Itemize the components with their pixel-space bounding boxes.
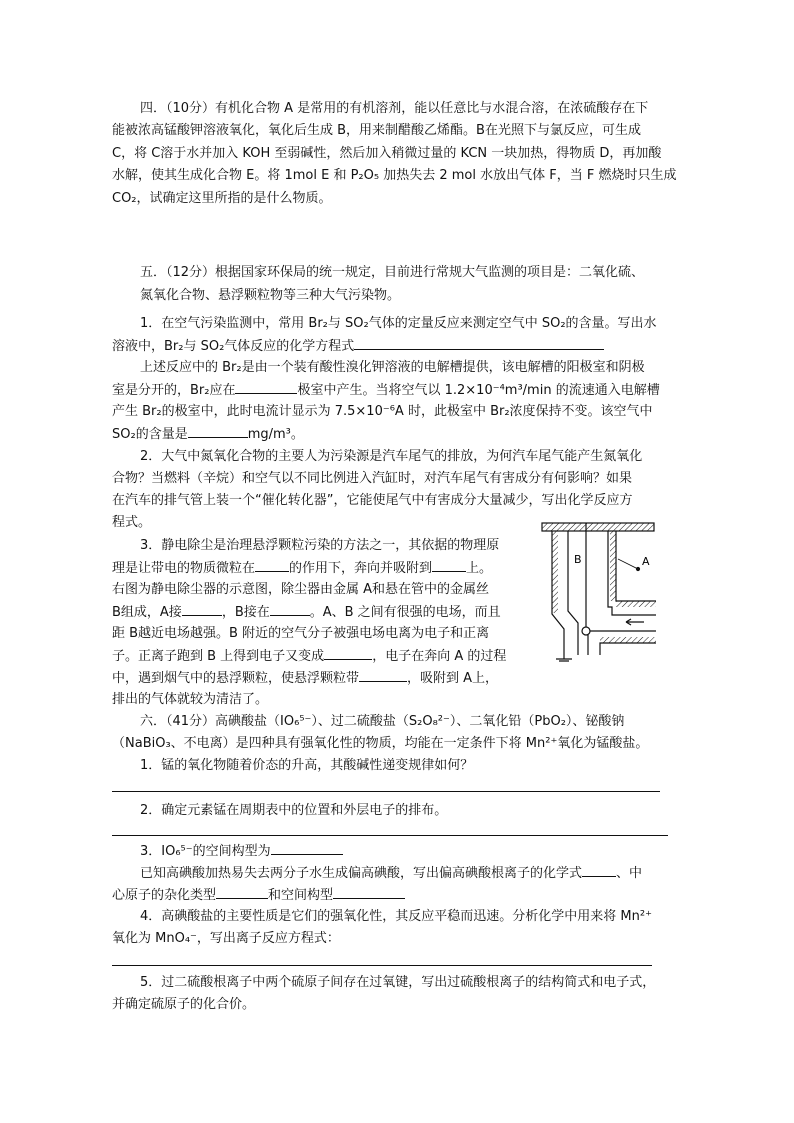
q5-p1-line-4 xyxy=(112,379,684,403)
q6-heading xyxy=(112,711,684,734)
answer-blank-electrode[interactable] xyxy=(235,379,297,394)
q5-p3-line-7-a: 中，遇到烟气中的悬浮颗粒，使悬浮颗粒带 xyxy=(112,671,360,686)
q4-line-1: 有机化合物 A 是常用的有机溶剂，能以任意比与水混合溶，在浓硫酸存在下 xyxy=(215,101,649,116)
q5-p2-line-4: 程式。 xyxy=(112,515,152,530)
q5-p3-line-8: 排出的气体就较为清洁了。 xyxy=(112,692,269,707)
q5-p3-line-6-a: 子。正离子跑到 B 上得到电子又变成 xyxy=(112,649,325,664)
q5-p1-line-6 xyxy=(112,423,684,447)
q5-p3-line-2 xyxy=(112,557,532,581)
q5-p2-line-3: 在汽车的排气管上装一个“催化转化器”，它能使尾气中有害成分大量减少，写出化学反应方 xyxy=(112,493,633,508)
q5-p3-line-4-c: 。A、B 之间有很强的电场，而且 xyxy=(309,605,501,620)
q5-p1-line-1: 1．在空气污染监测中，常用 Br₂与 SO₂气体的定量反应来测定空气中 SO₂的含量。写出水 xyxy=(140,316,657,331)
q4-paragraph xyxy=(112,98,684,121)
answer-blank-hybridization[interactable] xyxy=(216,884,268,899)
q6-p5-line-2: 并确定硫原子的化合价。 xyxy=(112,997,256,1012)
q5-p2-line-2: 合物？当燃料（辛烷）和空气以不同比例进入汽缸时，对汽车尾气有害成分有何影响？如果 xyxy=(112,471,633,486)
q6-p2: 2．确定元素锰在周期表中的位置和外层电子的排布。 xyxy=(140,803,448,818)
q5-p3-line-7 xyxy=(112,667,532,691)
wire-weight xyxy=(582,627,590,635)
answer-blank-periodate-formula[interactable] xyxy=(582,862,616,877)
q4-line-4: 水解，使其生成化合物 E。将 1mol E 和 P₂O₅ 加热失去 2 mol 水放出气体 F，当 F 燃烧时只生成 xyxy=(112,168,677,183)
q6-p3-line-3-a: 心原子的杂化类型 xyxy=(112,888,217,903)
q5-p3-line-2-a: 理是让带电的物质微粒在 xyxy=(112,561,256,576)
q5-p3-line-3: 右图为静电除尘器的示意图，除尘器由金属 A和悬在管中的金属丝 xyxy=(112,582,490,597)
q5-title: 五．（12分） xyxy=(140,265,216,280)
answer-blank-force[interactable] xyxy=(255,557,289,572)
q5-p1-line-4-b: 极室中产生。当将空气以 1.2×10⁻⁴m³/min 的流速通入电解槽 xyxy=(297,383,660,398)
label-a: A xyxy=(642,555,650,568)
q5-p3-line-4-b: ，B接在 xyxy=(221,605,270,620)
q5-p3-line-4 xyxy=(112,601,532,625)
top-plate xyxy=(542,523,654,531)
q4-line-3: C，将 C溶于水并加入 KOH 至弱碱性，然后加入稍微过量的 KCN 一块加热，得物质 D，再加酸 xyxy=(112,146,662,161)
q6-p3-line-3-b: 和空间构型 xyxy=(268,888,334,903)
ground-symbol xyxy=(556,655,572,661)
q6-line-2: （NaBiO₃、不电离）是四种具有强氧化性的物质，均能在一定条件下将 Mn²⁺氧化为锰酸盐。 xyxy=(112,736,649,751)
q5-p1-line-6-b: mg/m³。 xyxy=(247,427,304,442)
q5-p3-line-4-a: B组成，A接 xyxy=(112,605,182,620)
q5-line-1: 根据国家环保局的统一规定，目前进行常规大气监测的项目是：二氧化硫、 xyxy=(215,265,645,280)
answer-blank-io6-shape[interactable] xyxy=(271,840,343,855)
q6-p3-line-3 xyxy=(112,884,684,908)
q5-p1-line-2-text: 溶液中，Br₂与 SO₂气体反应的化学方程式 xyxy=(112,339,355,354)
q4-title: 四．（10分） xyxy=(140,101,216,116)
q5-p1-line-4-a: 室是分开的，Br₂应在 xyxy=(112,383,236,398)
q5-p3-line-6 xyxy=(112,645,532,669)
q5-heading xyxy=(112,262,684,285)
answer-blank-a-connect[interactable] xyxy=(182,601,222,616)
answer-blank-b-connect[interactable] xyxy=(270,601,310,616)
answer-blank-equation[interactable] xyxy=(354,335,604,350)
answer-line-q6-2[interactable] xyxy=(112,835,668,836)
answer-line-q6-1[interactable] xyxy=(112,791,660,792)
q5-p3-line-2-c: 上。 xyxy=(466,561,493,576)
q6-line-1: 高碘酸盐（IO₆⁵⁻）、过二硫酸盐（S₂O₈²⁻）、二氧化铅（PbO₂）、铋酸钠 xyxy=(215,714,625,729)
label-a-leader xyxy=(618,559,638,569)
q5-p1-line-6-a: SO₂的含量是 xyxy=(112,427,188,442)
q5-p3-line-2-b: 的作用下，奔向并吸附到 xyxy=(289,561,433,576)
q5-p1-line-2 xyxy=(112,335,684,359)
q5-p1-line-3: 上述反应中的 Br₂是由一个装有酸性溴化钾溶液的电解槽提供，该电解槽的阳极室和阴极 xyxy=(140,360,645,375)
q4-line-5: CO₂，试确定这里所指的是什么物质。 xyxy=(112,191,332,206)
q5-p1-line-5: 产生 Br₂的极室中，此时电流计显示为 7.5×10⁻⁶A 时，此极室中 Br₂浓度保持不变。该空气中 xyxy=(112,404,653,419)
answer-line-q6-4[interactable] xyxy=(112,965,652,966)
q6-p3-text: 3．IO₆⁵⁻的空间构型为 xyxy=(140,844,271,859)
q5-p3-line-5: 距 B越近电场越强。B 附近的空气分子被强电场电离为电子和正离 xyxy=(112,626,490,641)
q6-p3-line-2 xyxy=(112,862,684,886)
electrostatic-precipitator-diagram xyxy=(540,519,664,663)
answer-blank-attract-to[interactable] xyxy=(432,557,466,572)
q5-p3-line-1: 3．静电除尘是治理悬浮颗粒污染的方法之一，其依据的物理原 xyxy=(140,538,500,553)
gas-flow-arrow xyxy=(626,619,644,625)
answer-blank-charge[interactable] xyxy=(359,667,407,682)
answer-blank-so2-content[interactable] xyxy=(188,423,248,438)
q5-line-2: 氮氧化合物、悬浮颗粒物等三种大气污染物。 xyxy=(140,288,401,303)
q6-p5-line-1: 5．过二硫酸根离子中两个硫原子间存在过氧键，写出过硫酸根离子的结构简式和电子式， xyxy=(140,975,656,990)
q6-p3-line-2-b: 、中 xyxy=(616,866,643,881)
q6-title: 六．（41分） xyxy=(140,714,216,729)
q5-p2-line-1: 2．大气中氮氧化合物的主要人为污染源是汽车尾气的排放，为何汽车尾气能产生氮氧化 xyxy=(140,449,643,464)
q6-p3 xyxy=(112,840,684,864)
q6-p4-line-2: 氧化为 MnO₄⁻，写出离子反应方程式： xyxy=(112,931,340,946)
answer-blank-becomes[interactable] xyxy=(324,645,372,660)
answer-blank-geometry[interactable] xyxy=(333,884,405,899)
q4-line-2: 能被浓高锰酸钾溶液氧化，氧化后生成 B，用来制醋酸乙烯酯。B在光照下与氯反应，可生成 xyxy=(112,123,641,138)
q6-p1: 1．锰的氧化物随着价态的升高，其酸碱性递变规律如何？ xyxy=(140,758,474,773)
q5-p3-line-6-b: ，电子在奔向 A 的过程 xyxy=(372,649,507,664)
label-b: B xyxy=(574,553,582,566)
q6-p4-line-1: 4．高碘酸盐的主要性质是它们的强氧化性，其反应平稳而迅速。分析化学中用来将 Mn²⁺ xyxy=(140,909,652,924)
q5-p3-line-7-b: ，吸附到 A上， xyxy=(407,671,499,686)
q6-p3-line-2-a: 已知高碘酸加热易失去两分子水生成偏高碘酸，写出偏高碘酸根离子的化学式 xyxy=(140,866,583,881)
